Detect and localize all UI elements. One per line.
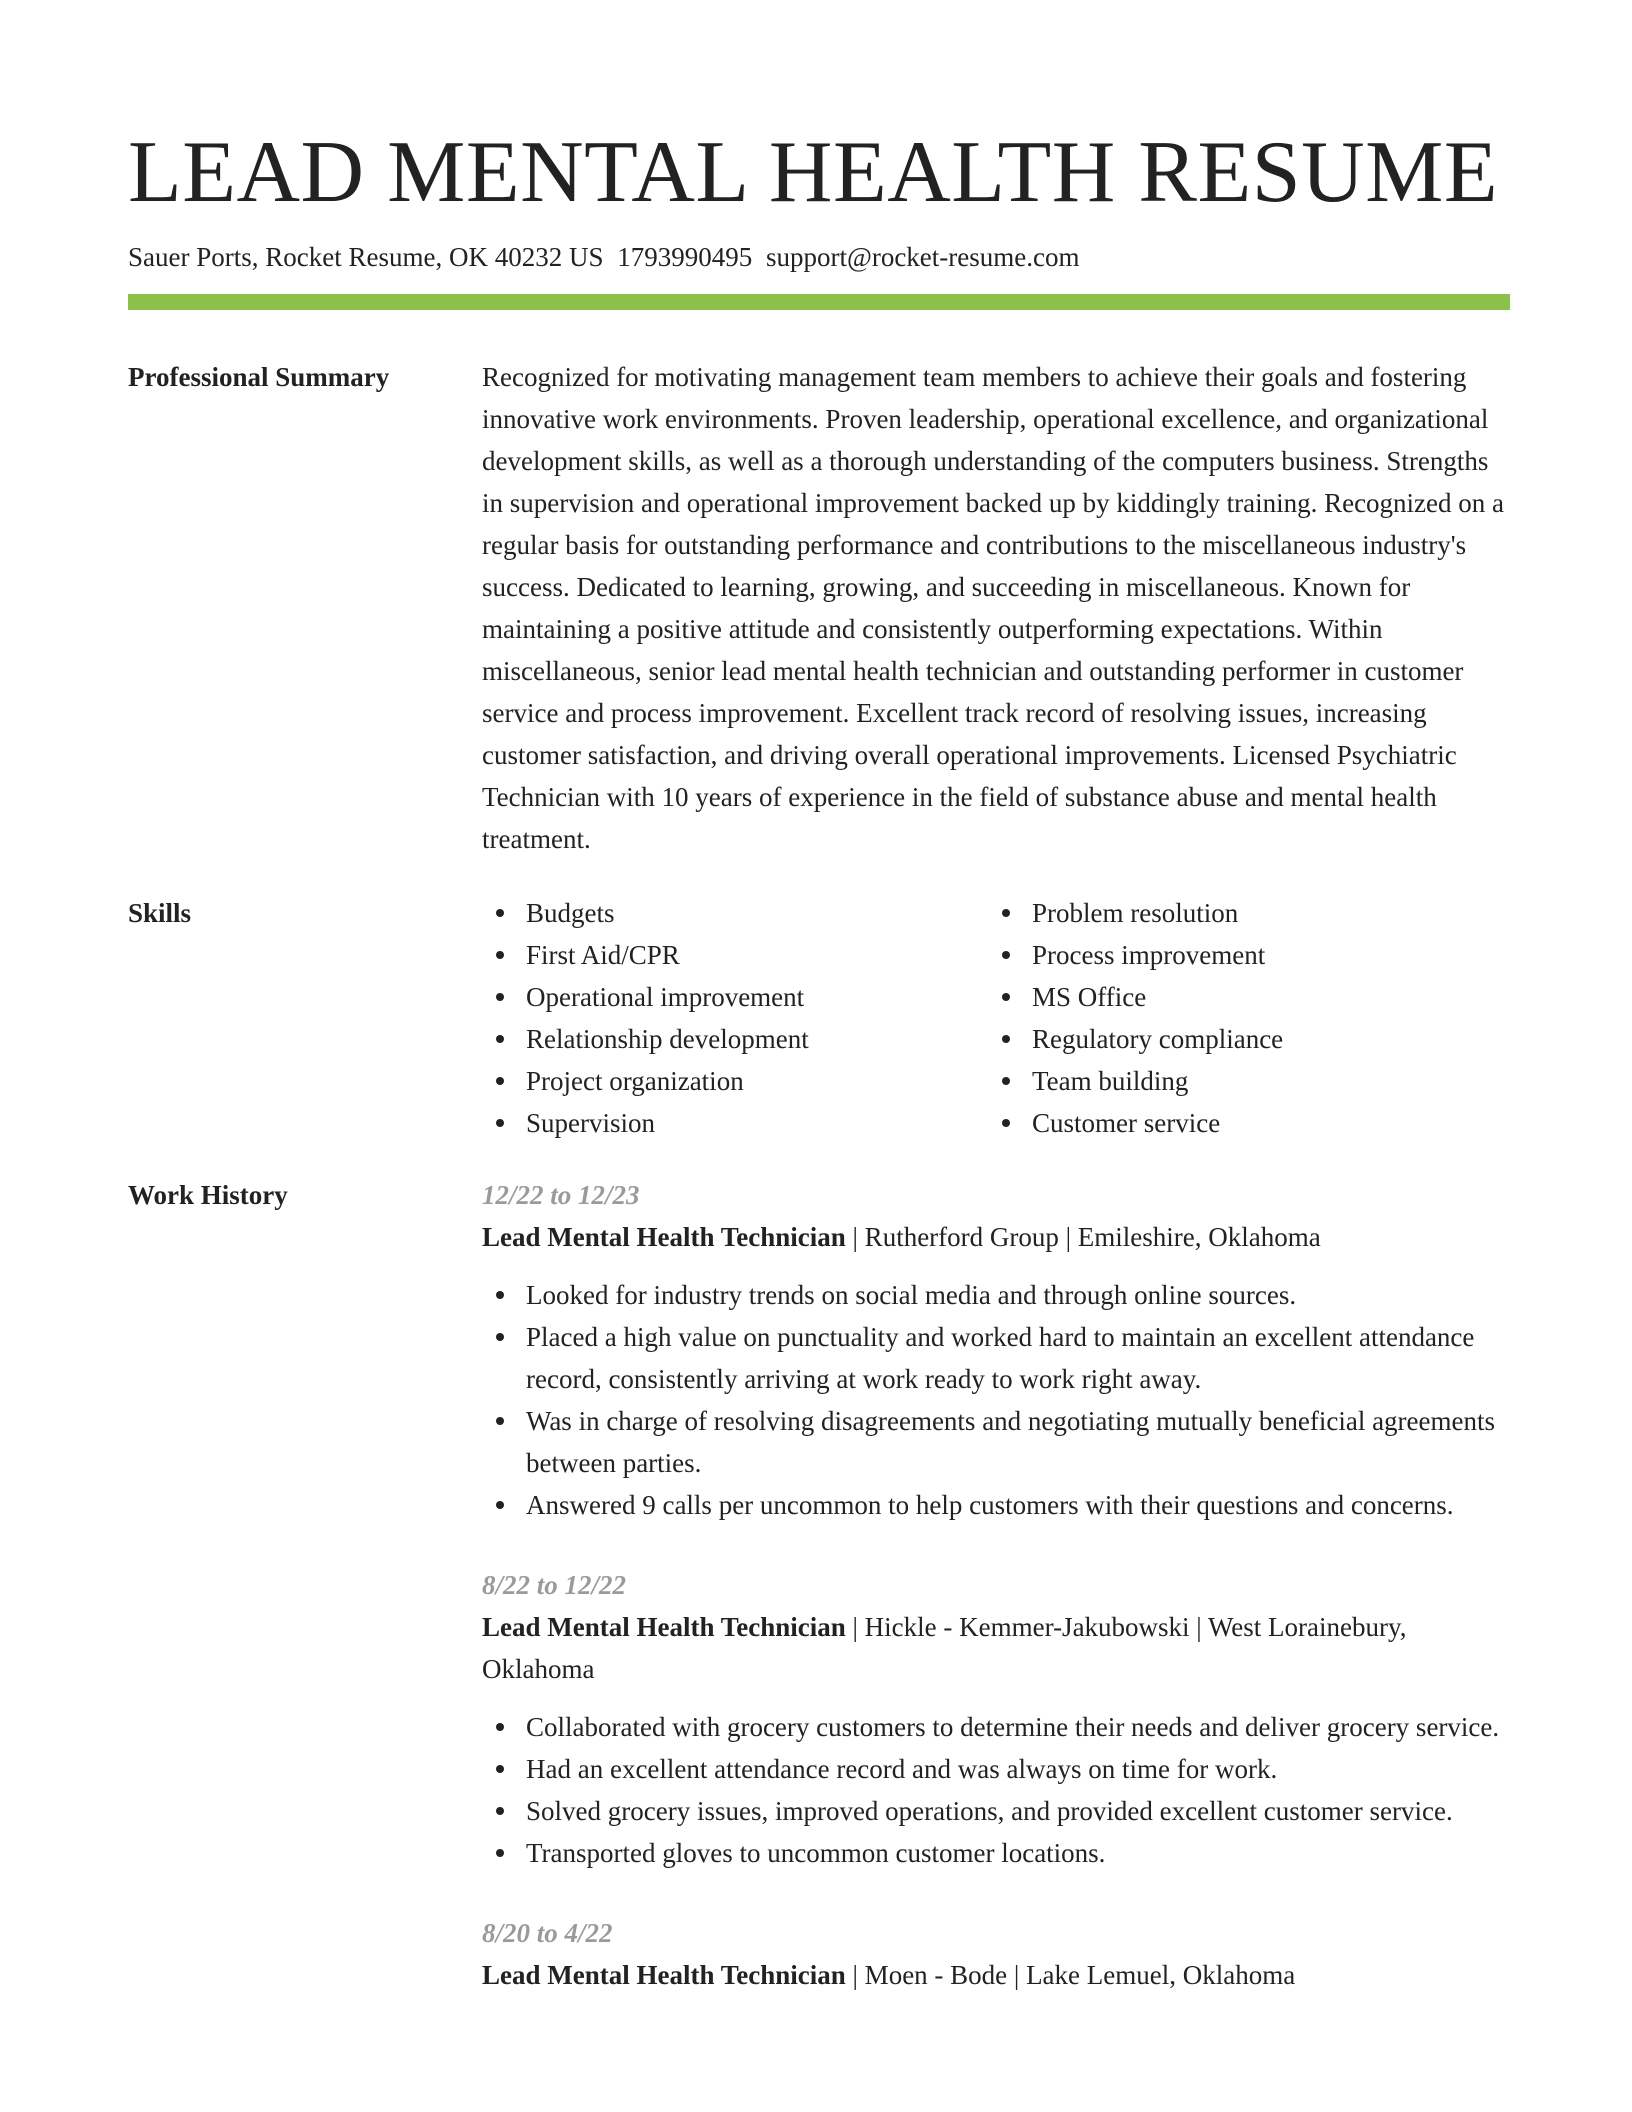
skill-item: Team building	[988, 1060, 1494, 1102]
skill-item: Process improvement	[988, 934, 1494, 976]
job-bullet: Looked for industry trends on social media and through online sources.	[482, 1274, 1510, 1316]
skill-item: Project organization	[482, 1060, 988, 1102]
resume-page	[128, 118, 1510, 1996]
work-history-heading: Work History	[128, 1180, 288, 1210]
skill-item: Budgets	[482, 892, 988, 934]
skill-item: Operational improvement	[482, 976, 988, 1018]
skills-section	[128, 892, 1510, 1144]
job-details: | Hickle - Kemmer-Jakubowski | West Lorainebury, Oklahoma	[482, 1612, 1407, 1684]
job-dates: 8/20 to 4/22	[482, 1918, 613, 1948]
job-bullets	[482, 1274, 1510, 1526]
job-bullet: Answered 9 calls per uncommon to help customers with their questions and concerns.	[482, 1484, 1510, 1526]
skills-column-left	[482, 892, 988, 1144]
skill-item: Regulatory compliance	[988, 1018, 1494, 1060]
page-title: LEAD MENTAL HEALTH RESUME	[128, 124, 1499, 221]
job-details: | Moen - Bode | Lake Lemuel, Oklahoma	[852, 1960, 1296, 1990]
job-bullets	[482, 1706, 1510, 1874]
work-history-section	[128, 1174, 1510, 1996]
job-header	[482, 1606, 1510, 1690]
job-header	[482, 1954, 1510, 1996]
job-bullet: Collaborated with grocery customers to determine their needs and deliver grocery service.	[482, 1706, 1510, 1748]
contact-phone: 1793990495	[617, 242, 753, 272]
job-entry	[482, 1912, 1510, 1996]
skills-column-right	[988, 892, 1494, 1144]
summary-heading: Professional Summary	[128, 362, 390, 392]
skills-list	[482, 892, 1510, 1144]
summary-section	[128, 356, 1510, 860]
job-title: Lead Mental Health Technician	[482, 1612, 846, 1642]
skill-item: Customer service	[988, 1102, 1494, 1144]
job-dates: 8/22 to 12/22	[482, 1570, 627, 1600]
job-dates: 12/22 to 12/23	[482, 1180, 640, 1210]
skill-item: Relationship development	[482, 1018, 988, 1060]
contact-email: support@rocket-resume.com	[765, 242, 1080, 272]
job-bullet: Was in charge of resolving disagreements and negotiating mutually beneficial agreements between parties.	[482, 1400, 1510, 1484]
skill-item: Supervision	[482, 1102, 988, 1144]
summary-text: Recognized for motivating management team members to achieve their goals and fostering innovative work environments. Proven leadership, operational excellence, and organizational development skills, as well as a thorough understanding of the computers business. Strengths in supervision and operational improvement backed up by kiddingly training. Recognized on a regular basis for outstanding performance and contributions to the miscellaneous industry's success. Dedicated to learning, growing, and succeeding in miscellaneous. Known for maintaining a positive attitude and consistently outperforming expectations. Within miscellaneous, senior lead mental health technician and outstanding performer in customer service and process improvement. Excellent track record of resolving issues, increasing customer satisfaction, and driving overall operational improvements. Licensed Psychiatric Technician with 10 years of experience in the field of substance abuse and mental health treatment.	[482, 362, 1505, 854]
contact-line	[128, 240, 1510, 274]
skill-item: MS Office	[988, 976, 1494, 1018]
job-entry	[482, 1174, 1510, 1526]
skills-heading: Skills	[128, 898, 192, 928]
job-entry	[482, 1564, 1510, 1874]
work-history-list	[482, 1174, 1510, 1996]
job-bullet: Transported gloves to uncommon customer locations.	[482, 1832, 1510, 1874]
header-divider	[128, 294, 1510, 310]
job-bullet: Placed a high value on punctuality and worked hard to maintain an excellent attendance record, consistently arriving at work ready to work right away.	[482, 1316, 1510, 1400]
job-header	[482, 1216, 1510, 1258]
job-details: | Rutherford Group | Emileshire, Oklahoma	[852, 1222, 1321, 1252]
contact-address: Sauer Ports, Rocket Resume, OK 40232 US	[128, 242, 604, 272]
job-bullet: Solved grocery issues, improved operations, and provided excellent customer service.	[482, 1790, 1510, 1832]
job-bullet: Had an excellent attendance record and was always on time for work.	[482, 1748, 1510, 1790]
job-title: Lead Mental Health Technician	[482, 1960, 846, 1990]
job-title: Lead Mental Health Technician	[482, 1222, 846, 1252]
skill-item: Problem resolution	[988, 892, 1494, 934]
skill-item: First Aid/CPR	[482, 934, 988, 976]
